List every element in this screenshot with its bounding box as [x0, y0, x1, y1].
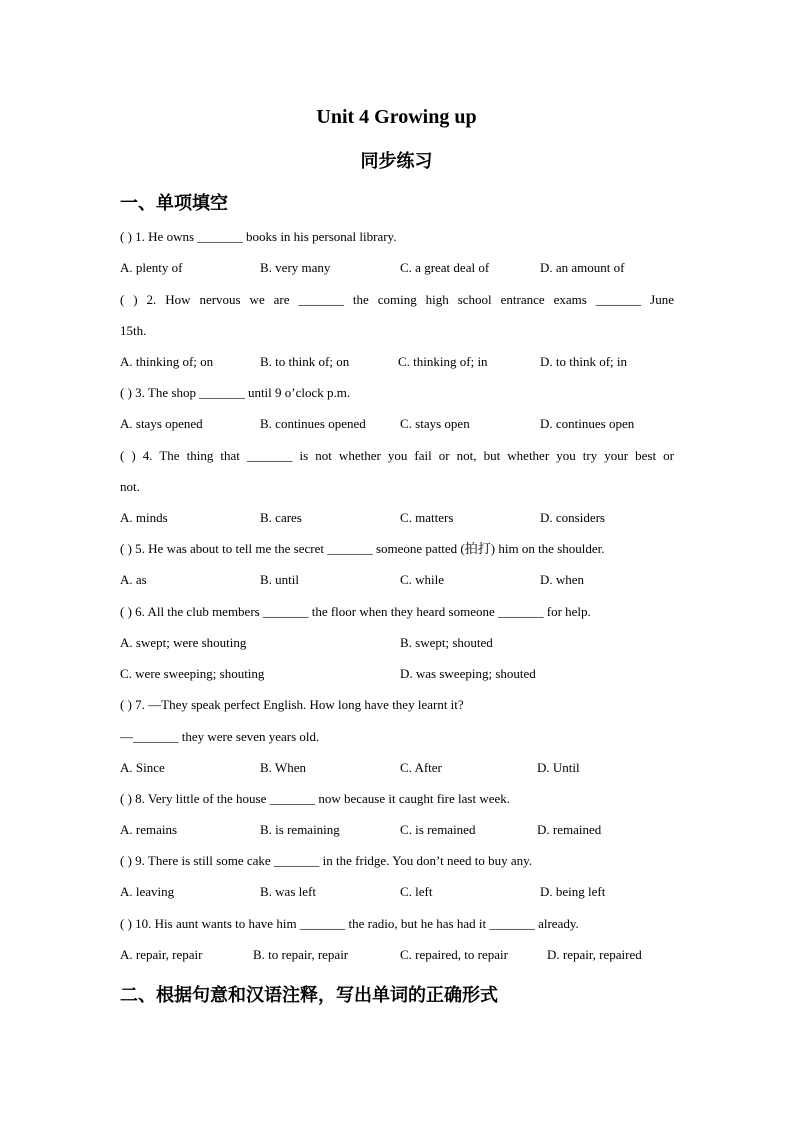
question-2-cont: 15th.	[120, 323, 147, 338]
q7-option-a: A. Since	[120, 760, 165, 775]
q1-option-b: B. very many	[260, 260, 331, 275]
q8-option-a: A. remains	[120, 822, 178, 837]
q2-option-b: B. to think of; on	[260, 354, 350, 369]
q5-option-b: B. until	[260, 572, 300, 587]
q5-option-d: D. when	[540, 572, 585, 587]
q4-option-a: A. minds	[120, 510, 168, 525]
q1-option-a: A. plenty of	[120, 260, 183, 275]
question-6: ( ) 6. All the club members _______ the floor when they heard someone _______ for help.	[120, 604, 591, 619]
document-subtitle: 同步练习	[360, 151, 433, 172]
q9-option-a: A. leaving	[120, 884, 175, 899]
q5-option-a: A. as	[120, 572, 147, 587]
q1-option-c: C. a great deal of	[400, 260, 490, 275]
q4-option-b: B. cares	[260, 510, 302, 525]
q5-option-c: C. while	[400, 572, 445, 587]
q6-option-b: B. swept; shouted	[400, 635, 493, 650]
q4-option-c: C. matters	[400, 510, 454, 525]
section-heading-1: 一、单项填空	[120, 193, 228, 214]
q7-option-c: C. After	[400, 760, 442, 775]
q6-option-d: D. was sweeping; shouted	[400, 666, 536, 681]
q9-option-d: D. being left	[540, 884, 606, 899]
q3-option-c: C. stays open	[400, 416, 470, 431]
q7-option-d: D. Until	[537, 760, 580, 775]
q2-option-d: D. to think of; in	[540, 354, 628, 369]
question-5: ( ) 5. He was about to tell me the secret _______ someone patted (拍打) him on the shoulder.	[120, 541, 605, 556]
q6-option-a: A. swept; were shouting	[120, 635, 247, 650]
question-2: ( ) 2. How nervous we are _______ the coming high school entrance exams _______ June	[120, 292, 674, 307]
q9-option-c: C. left	[400, 884, 433, 899]
question-1: ( ) 1. He owns _______ books in his personal library.	[120, 229, 397, 244]
q6-option-c: C. were sweeping; shouting	[120, 666, 265, 681]
question-7: ( ) 7. —They speak perfect English. How long have they learnt it?	[120, 697, 464, 712]
q10-option-b: B. to repair, repair	[253, 947, 349, 962]
q8-option-d: D. remained	[537, 822, 602, 837]
question-4: ( ) 4. The thing that _______ is not whether you fail or not, but whether you try your best or	[120, 448, 674, 463]
q7-option-b: B. When	[260, 760, 306, 775]
q8-option-b: B. is remaining	[260, 822, 340, 837]
q10-option-c: C. repaired, to repair	[400, 947, 508, 962]
q10-option-d: D. repair, repaired	[547, 947, 642, 962]
q3-option-b: B. continues opened	[260, 416, 366, 431]
question-4-cont: not.	[120, 479, 140, 494]
question-7-cont: —_______ they were seven years old.	[120, 729, 320, 744]
q2-option-c: C. thinking of; in	[398, 354, 488, 369]
document-title: Unit 4 Growing up	[316, 106, 477, 128]
q3-option-a: A. stays opened	[120, 416, 203, 431]
q3-option-d: D. continues open	[540, 416, 635, 431]
q9-option-b: B. was left	[260, 884, 316, 899]
q10-option-a: A. repair, repair	[120, 947, 203, 962]
q8-option-c: C. is remained	[400, 822, 476, 837]
question-8: ( ) 8. Very little of the house _______ now because it caught fire last week.	[120, 791, 511, 806]
section-heading-2: 二、根据句意和汉语注释，写出单词的正确形式	[120, 985, 498, 1006]
q2-option-a: A. thinking of; on	[120, 354, 214, 369]
q4-option-d: D. considers	[540, 510, 605, 525]
question-10: ( ) 10. His aunt wants to have him _______ the radio, but he has had it _______ already.	[120, 916, 579, 931]
question-9: ( ) 9. There is still some cake _______ in the fridge. You don’t need to buy any.	[120, 853, 533, 868]
question-3: ( ) 3. The shop _______ until 9 o’clock p.m.	[120, 385, 351, 400]
q1-option-d: D. an amount of	[540, 260, 625, 275]
